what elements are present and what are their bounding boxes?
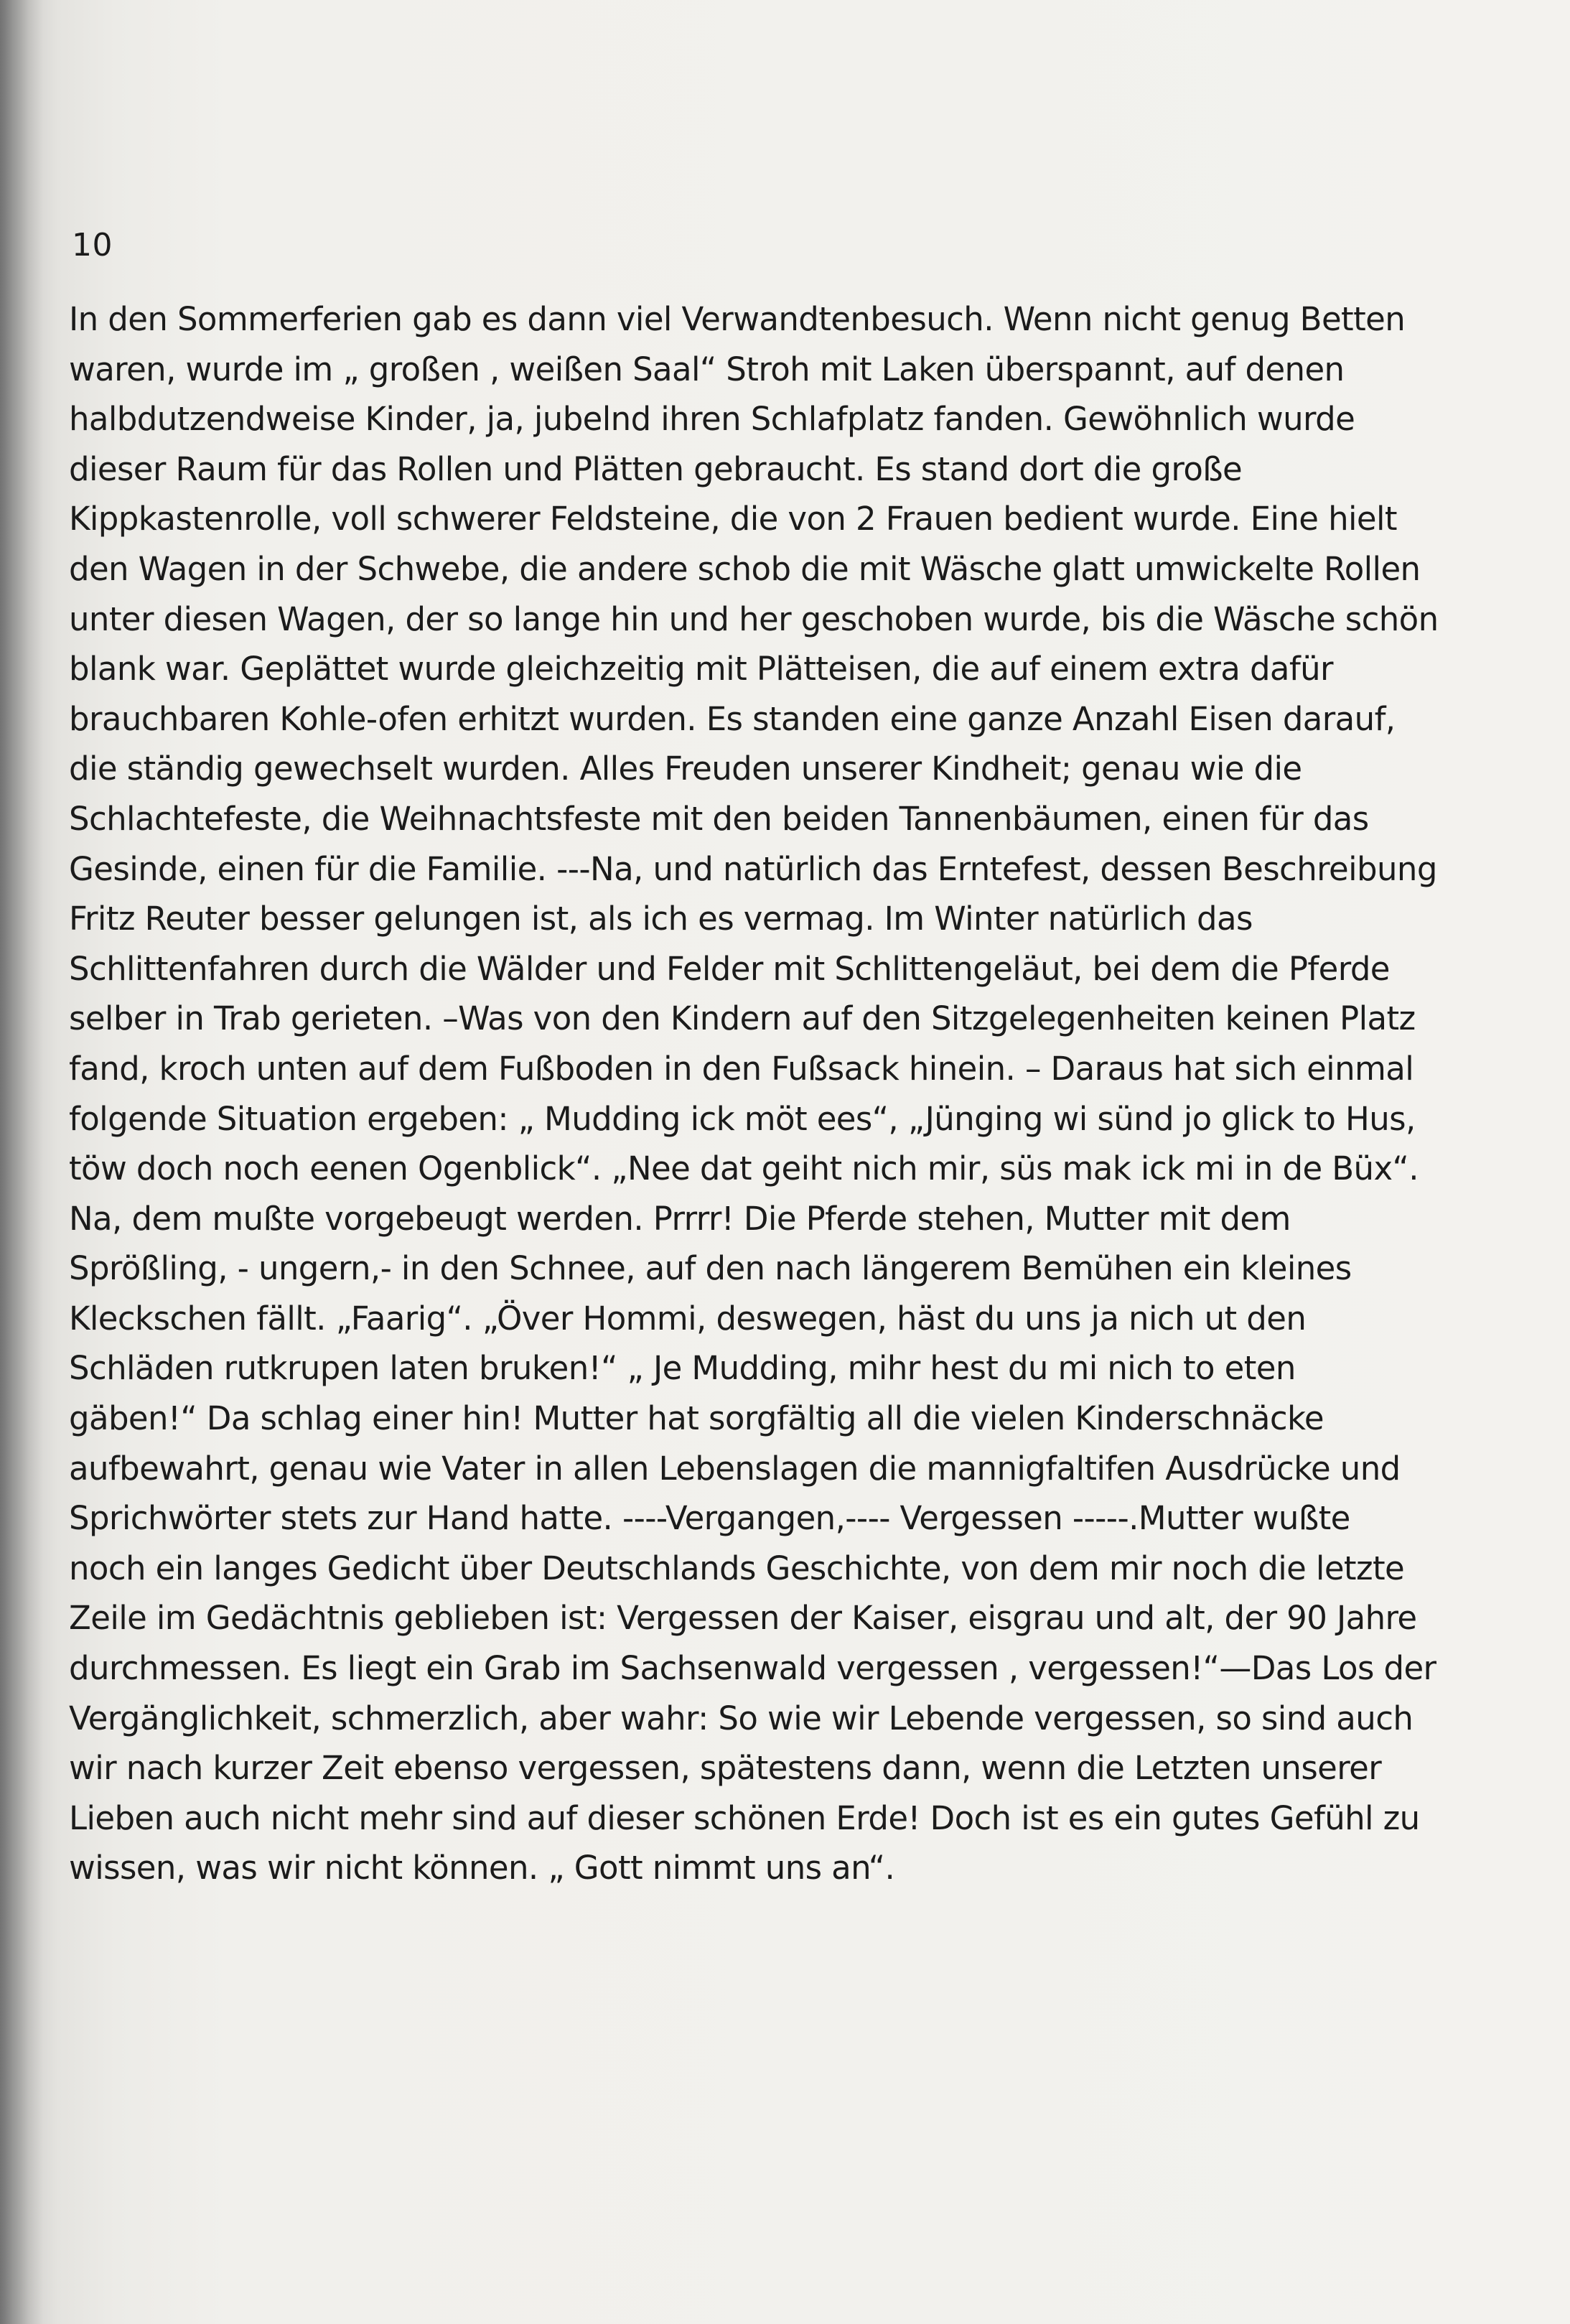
text-line: Schläden rutkrupen laten bruken!“ „ Je Mudding, mihr hest du mi nich to eten: [69, 1349, 1296, 1388]
text-line: Schlachtefeste, die Weihnachtsfeste mit den beiden Tannenbäumen, einen für das: [69, 799, 1369, 838]
text-line: Sprößling, - ungern,- in den Schnee, auf den nach längerem Bemühen ein kleines: [69, 1249, 1352, 1288]
text-line: Na, dem mußte vorgebeugt werden. Prrrr! Die Pferde stehen, Mutter mit dem: [69, 1199, 1291, 1238]
text-line: noch ein langes Gedicht über Deutschlands Geschichte, von dem mir noch die letzte: [69, 1549, 1405, 1587]
text-line: folgende Situation ergeben: „ Mudding ick möt ees“, „Jünging wi sünd jo glick to Hus,: [69, 1099, 1416, 1138]
text-line: halbdutzendweise Kinder, ja, jubelnd ihren Schlafplatz fanden. Gewöhnlich wurde: [69, 400, 1355, 439]
text-line: den Wagen in der Schwebe, die andere schob die mit Wäsche glatt umwickelte Rollen: [69, 549, 1421, 588]
text-line: gäben!“ Da schlag einer hin! Mutter hat sorgfältig all die vielen Kinderschnäcke: [69, 1399, 1324, 1438]
text-line: selber in Trab gerieten. –Was von den Kindern auf den Sitzgelegenheiten keinen Platz: [69, 999, 1416, 1038]
text-line: blank war. Geplättet wurde gleichzeitig mit Plätteisen, die auf einem extra dafür: [69, 650, 1333, 689]
text-line: Fritz Reuter besser gelungen ist, als ich es vermag. Im Winter natürlich das: [69, 900, 1253, 938]
text-line: Lieben auch nicht mehr sind auf dieser schönen Erde! Doch ist es ein gutes Gefühl zu: [69, 1798, 1420, 1837]
text-line: Gesinde, einen für die Familie. ---Na, und natürlich das Erntefest, dessen Beschreibung: [69, 849, 1437, 888]
text-line: Kippkastenrolle, voll schwerer Feldsteine, die von 2 Frauen bedient wurde. Eine hielt: [69, 500, 1397, 538]
text-line: unter diesen Wagen, der so lange hin und her geschoben wurde, bis die Wäsche schön: [69, 599, 1439, 638]
text-line: Zeile im Gedächtnis geblieben ist: Vergessen der Kaiser, eisgrau und alt, der 90 Jahre: [69, 1599, 1417, 1638]
text-line: In den Sommerferien gab es dann viel Verwandtenbesuch. Wenn nicht genug Betten: [69, 300, 1406, 338]
text-line: waren, wurde im „ großen , weißen Saal“ Stroh mit Laken überspannt, auf denen: [69, 350, 1345, 388]
text-line: Schlittenfahren durch die Wälder und Felder mit Schlittengeläut, bei dem die Pferde: [69, 949, 1390, 988]
text-line: fand, kroch unten auf dem Fußboden in den Fußsack hinein. – Daraus hat sich einmal: [69, 1049, 1414, 1088]
text-line: dieser Raum für das Rollen und Plätten gebraucht. Es stand dort die große: [69, 449, 1243, 488]
text-line: Sprichwörter stets zur Hand hatte. ----Vergangen,---- Vergessen -----.Mutter wußte: [69, 1499, 1350, 1538]
text-line: die ständig gewechselt wurden. Alles Freuden unserer Kindheit; genau wie die: [69, 750, 1302, 788]
book-spine-shadow: [0, 0, 43, 2324]
text-line: Vergänglichkeit, schmerzlich, aber wahr: So wie wir Lebende vergessen, so sind auch: [69, 1699, 1414, 1737]
text-line: durchmessen. Es liegt ein Grab im Sachsenwald vergessen , vergessen!“—Das Los der: [69, 1649, 1436, 1688]
text-line: wir nach kurzer Zeit ebenso vergessen, spätestens dann, wenn die Letzten unserer: [69, 1749, 1382, 1788]
body-text: [69, 294, 1512, 1893]
text-line: Kleckschen fällt. „Faarig“. „Över Hommi, deswegen, häst du uns ja nich ut den: [69, 1299, 1307, 1338]
text-line: aufbewahrt, genau wie Vater in allen Lebenslagen die mannigfaltifen Ausdrücke und: [69, 1449, 1401, 1488]
text-line: wissen, was wir nicht können. „ Gott nimmt uns an“.: [69, 1849, 895, 1887]
text-line: brauchbaren Kohle-ofen erhitzt wurden. Es standen eine ganze Anzahl Eisen darauf,: [69, 699, 1396, 738]
page-number: 10: [72, 227, 113, 263]
text-line: töw doch noch eenen Ogenblick“. „Nee dat geiht nich mir, süs mak ick mi in de Büx“.: [69, 1149, 1419, 1188]
